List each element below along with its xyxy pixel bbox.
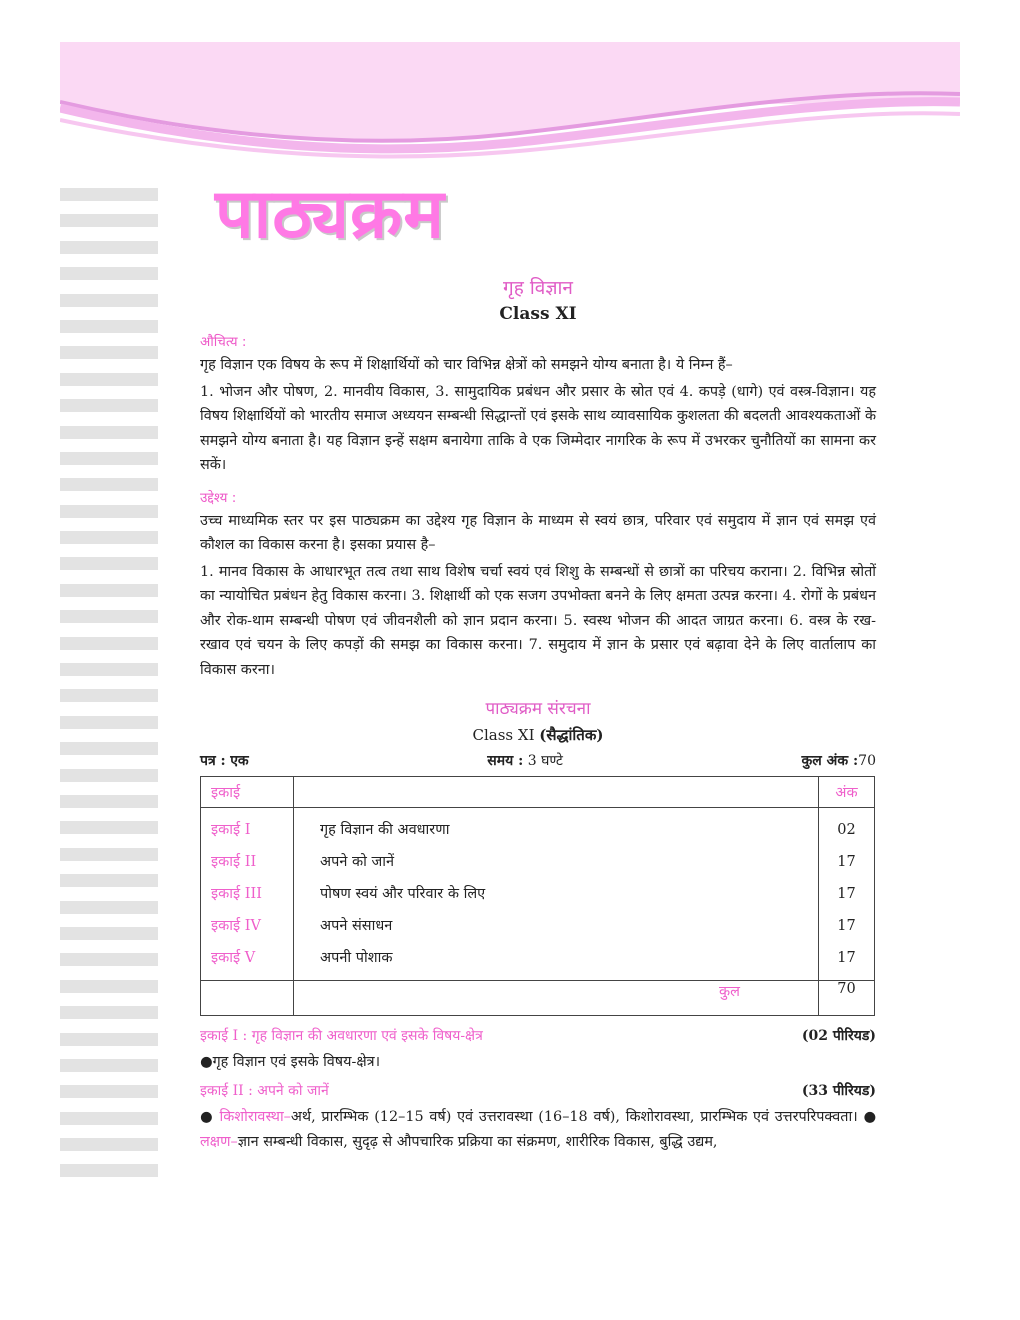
unit2-text1: अर्थ, प्रारम्भिक (12–15 वर्ष) एवं उत्तरावस्था (16–18 वर्ष), किशोरावस्था, प्रारम्भिक एवं उत्तरपरिपक्वता। bbox=[290, 1109, 858, 1125]
structure-heading: पाठ्यक्रम संरचना bbox=[485, 699, 591, 719]
objectives-heading: उद्देश्य : bbox=[200, 489, 237, 506]
side-stripe bbox=[60, 637, 158, 650]
time-value: 3 घण्टे bbox=[527, 753, 563, 769]
side-stripe bbox=[60, 214, 158, 227]
paper-label: पत्र : bbox=[200, 753, 226, 769]
total-empty-cell bbox=[201, 981, 294, 1016]
side-stripe bbox=[60, 927, 158, 940]
unit-marks: 17 bbox=[837, 886, 856, 902]
side-stripe bbox=[60, 689, 158, 702]
side-stripe bbox=[60, 663, 158, 676]
unit2-text2: ज्ञान सम्बन्धी विकास, सुदृढ़ से औपचारिक प्रक्रिया का संक्रमण, शारीरिक विकास, बुद्धि उद्यम, bbox=[237, 1134, 718, 1150]
unit-title: गृह विज्ञान की अवधारणा bbox=[320, 822, 450, 838]
table-total-row bbox=[201, 981, 875, 1016]
side-stripe bbox=[60, 1164, 158, 1177]
bullet-icon: ● bbox=[200, 1054, 213, 1070]
unit-marks: 17 bbox=[837, 950, 856, 966]
side-stripe bbox=[60, 769, 158, 782]
side-stripe bbox=[60, 452, 158, 465]
total-value: 70 bbox=[819, 981, 875, 1016]
unit1-bullet bbox=[200, 1050, 876, 1075]
side-stripe bbox=[60, 346, 158, 359]
unit-title: अपने संसाधन bbox=[320, 918, 393, 934]
content bbox=[200, 274, 876, 1155]
class-theory-class: Class XI bbox=[472, 726, 535, 744]
unit-name: इकाई IV bbox=[211, 918, 261, 934]
col-unit-header: इकाई bbox=[201, 777, 294, 808]
side-stripe bbox=[60, 716, 158, 729]
side-stripe bbox=[60, 821, 158, 834]
unit-name: इकाई V bbox=[211, 950, 256, 966]
unit1-bullet-text: गृह विज्ञान एवं इसके विषय-क्षेत्र। bbox=[212, 1054, 381, 1070]
side-stripe bbox=[60, 320, 158, 333]
paper-info bbox=[200, 751, 249, 770]
rationale-para-2: 1. भोजन और पोषण, 2. मानवीय विकास, 3. सामुदायिक प्रबंधन और प्रसार के स्रोत एवं 4. कपड़े (धागे) एवं वस्त्र-विज्ञान। यह विषय शिक्षार्थियों को भारतीय समाज अध्ययन सम्बन्धी सिद्धान्तों एवं इसके साथ व्यावसायिक कुशलता की बदलती आवश्यकताओं के समझने योग्य बनाता है। यह विज्ञान इन्हें सक्षम बनायेगा ताकि वे एक जिम्मेदार नागरिक के रूप में उभरकर चुनौतियों का सामना कर सकें। bbox=[200, 383, 876, 473]
marks-value: 70 bbox=[858, 753, 876, 769]
table-body-row bbox=[201, 808, 875, 981]
side-stripe bbox=[60, 1112, 158, 1125]
class-label: Class XI bbox=[499, 304, 577, 324]
unit2-heading: इकाई II : अपने को जानें bbox=[200, 1083, 329, 1099]
marks-column bbox=[819, 808, 875, 981]
unit-marks: 02 bbox=[837, 822, 856, 838]
side-stripe bbox=[60, 373, 158, 386]
time-label: समय : bbox=[487, 753, 524, 769]
unit2-term2: लक्षण– bbox=[200, 1134, 238, 1150]
subject-heading: गृह विज्ञान bbox=[503, 277, 573, 299]
rationale-heading: औचित्य : bbox=[200, 334, 247, 350]
marks-info bbox=[802, 751, 876, 770]
side-stripe bbox=[60, 742, 158, 755]
side-stripe bbox=[60, 1059, 158, 1072]
unit-marks: 17 bbox=[837, 854, 856, 870]
side-stripe bbox=[60, 294, 158, 307]
side-stripe bbox=[60, 1033, 158, 1046]
unit-title: अपनी पोशाक bbox=[320, 950, 393, 966]
title-column bbox=[294, 808, 819, 981]
syllabus-table bbox=[200, 776, 875, 1016]
side-stripe bbox=[60, 1085, 158, 1098]
marks-label: कुल अंक : bbox=[801, 753, 859, 769]
unit2-text bbox=[200, 1105, 876, 1155]
unit2-periods: (33 पीरियड) bbox=[801, 1083, 876, 1099]
bullet-icon: ● bbox=[863, 1109, 876, 1125]
side-stripe bbox=[60, 426, 158, 439]
header-wave-band bbox=[60, 42, 960, 162]
unit1-heading: इकाई I : गृह विज्ञान की अवधारणा एवं इसके विषय-क्षेत्र bbox=[200, 1028, 483, 1044]
unit2-heading-row bbox=[200, 1079, 876, 1103]
unit-marks: 17 bbox=[837, 918, 856, 934]
col-title-header bbox=[294, 777, 819, 808]
side-stripe bbox=[60, 1138, 158, 1151]
rationale-para-1: गृह विज्ञान एक विषय के रूप में शिक्षार्थियों को चार विभिन्न क्षेत्रों को समझने योग्य बनाता है। ये निम्न हैं– bbox=[200, 357, 733, 373]
side-stripe bbox=[60, 1006, 158, 1019]
side-stripe bbox=[60, 241, 158, 254]
paper-value: एक bbox=[230, 753, 249, 769]
side-stripe bbox=[60, 848, 158, 861]
unit-name: इकाई II bbox=[211, 854, 257, 870]
side-stripe bbox=[60, 267, 158, 280]
side-stripe bbox=[60, 505, 158, 518]
page-title: पाठ्यक्रम bbox=[215, 175, 445, 254]
side-stripe bbox=[60, 610, 158, 623]
total-label: कुल bbox=[294, 981, 819, 1016]
side-stripe bbox=[60, 188, 158, 201]
bullet-icon: ● bbox=[200, 1109, 220, 1125]
unit1-heading-row bbox=[200, 1024, 876, 1048]
time-info bbox=[487, 751, 563, 770]
unit2-term1: किशोरावस्था– bbox=[219, 1109, 291, 1125]
unit-name: इकाई I bbox=[211, 822, 251, 838]
side-stripes bbox=[60, 188, 158, 1198]
side-stripe bbox=[60, 874, 158, 887]
unit-name: इकाई III bbox=[211, 886, 262, 902]
side-stripe bbox=[60, 980, 158, 993]
unit-column bbox=[201, 808, 294, 981]
side-stripe bbox=[60, 584, 158, 597]
table-header-row bbox=[201, 777, 875, 808]
side-stripe bbox=[60, 531, 158, 544]
side-stripe bbox=[60, 557, 158, 570]
unit1-periods: (02 पीरियड) bbox=[801, 1028, 876, 1044]
objectives-para-1: उच्च माध्यमिक स्तर पर इस पाठ्यक्रम का उद्देश्य गृह विज्ञान के माध्यम से स्वयं छात्र, परिवार एवं समुदाय में ज्ञान एवं समझ एवं कौशल का विकास करना है। इसका प्रयास है– bbox=[200, 512, 876, 553]
side-stripe bbox=[60, 795, 158, 808]
col-marks-header: अंक bbox=[819, 777, 875, 808]
class-theory-suffix: (सैद्धांतिक) bbox=[539, 726, 604, 744]
unit-title: पोषण स्वयं और परिवार के लिए bbox=[320, 886, 486, 902]
class-theory-line bbox=[200, 725, 876, 745]
unit-title: अपने को जानें bbox=[320, 854, 395, 870]
objectives-para-2: 1. मानव विकास के आधारभूत तत्व तथा साथ विशेष चर्चा स्वयं एवं शिशु के सम्बन्धों से छात्रों का परिचय कराना। 2. विभिन्न स्रोतों का न्यायोचित प्रबंधन हेतु विकास करना। 3. शिक्षार्थी को एक सजग उपभोक्ता बनने के लिए क्षमता उत्पन्न करना। 4. रोगों के प्रबंधन और रोक-थाम सम्बन्धी पोषण एवं जीवनशैली को ज्ञान प्रदान करना। 5. स्वस्थ भोजन की आदत जाग्रत करना। 6. वस्त्र के रख-रखाव एवं चयन के लिए कपड़ों की समझ का विकास करना। 7. समुदाय में ज्ञान के प्रसार एवं बढ़ावा देने के लिए वार्तालाप का विकास करना। bbox=[200, 563, 876, 678]
side-stripe bbox=[60, 399, 158, 412]
side-stripe bbox=[60, 901, 158, 914]
paper-meta-row bbox=[200, 751, 876, 770]
side-stripe bbox=[60, 478, 158, 491]
side-stripe bbox=[60, 953, 158, 966]
